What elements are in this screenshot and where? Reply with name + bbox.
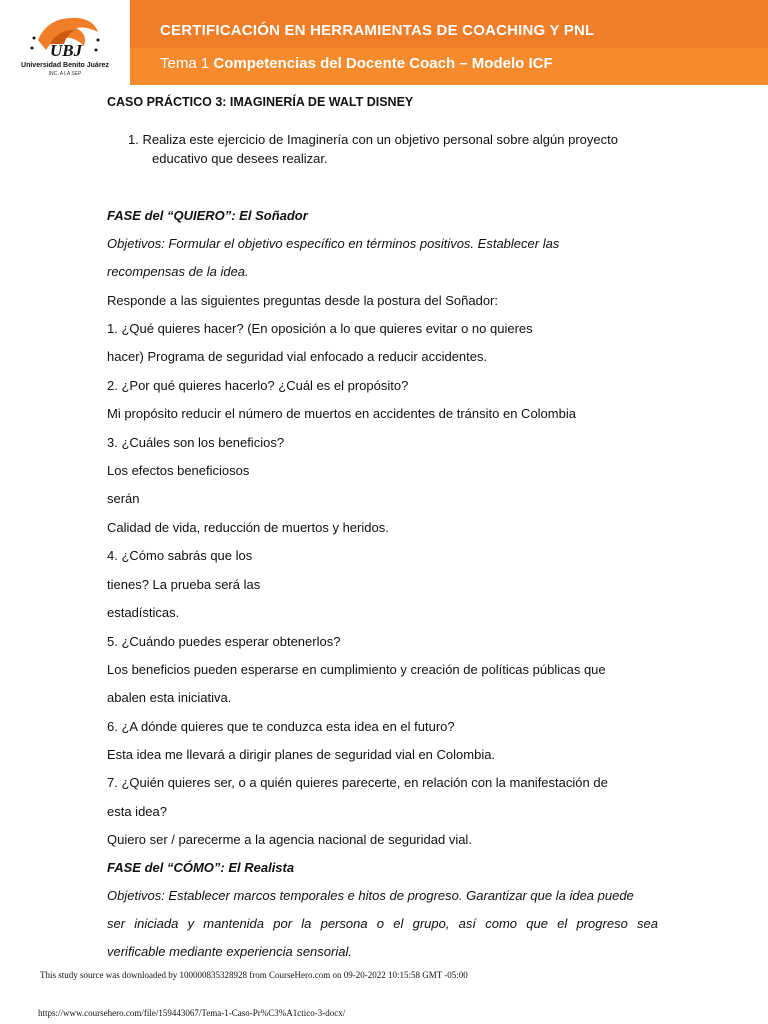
question-4b: tienes? La prueba será las — [107, 577, 261, 592]
question-4a: 4. ¿Cómo sabrás que los — [107, 548, 253, 563]
question-1a: 1. ¿Qué quieres hacer? (En oposición a lo que quieres evitar o no quieres — [107, 321, 533, 336]
source-url-link[interactable]: https://www.coursehero.com/file/159443067/Tema-1-Caso-Pr%C3%A1ctico-3-docx/ — [38, 1008, 346, 1018]
answer-6: Esta idea me llevará a dirigir planes de seguridad vial en Colombia. — [107, 747, 496, 762]
question-2: 2. ¿Por qué quieres hacerlo? ¿Cuál es el propósito? — [107, 378, 409, 393]
header-title: CERTIFICACIÓN EN HERRAMIENTAS DE COACHING Y PNL — [160, 22, 595, 39]
phase2-objective-3: verificable mediante experiencia sensorial. — [107, 944, 352, 959]
question-6: 6. ¿A dónde quieres que te conduzca esta idea en el futuro? — [107, 719, 455, 734]
phase2-objective-1: Objetivos: Establecer marcos temporales e hitos de progreso. Garantizar que la idea puede — [107, 888, 634, 903]
answer-3a: Los efectos beneficiosos — [107, 463, 250, 478]
phase2-title: FASE del “CÓMO”: El Realista — [107, 860, 295, 875]
intro-text: Responde a las siguientes preguntas desde la postura del Soñador: — [107, 293, 498, 308]
question-1b: hacer) Programa de seguridad vial enfocado a reducir accidentes. — [107, 349, 488, 364]
item1-line1: 1. Realiza este ejercicio de Imaginería con un objetivo personal sobre algún proyecto — [128, 132, 618, 147]
question-7a: 7. ¿Quién quieres ser, o a quién quieres parecerte, en relación con la manifestación de — [107, 775, 608, 790]
eagle-logo-icon — [28, 10, 102, 62]
logo-sub: INC. A LA SEP — [48, 71, 82, 77]
answer-5b: abalen esta iniciativa. — [107, 690, 232, 705]
case-title: CASO PRÁCTICO 3: IMAGINERÍA DE WALT DISNEY — [107, 95, 414, 109]
header-subtitle — [160, 55, 553, 72]
document-header — [0, 0, 768, 92]
answer-3c: Calidad de vida, reducción de muertos y heridos. — [107, 520, 389, 535]
phase1-objective-2: recompensas de la idea. — [107, 264, 249, 279]
phase1-title: FASE del “QUIERO”: El Soñador — [107, 208, 308, 223]
subtitle-main: Competencias del Docente Coach – Modelo ICF — [213, 55, 553, 72]
logo-name: Universidad Benito Juárez — [21, 62, 109, 69]
subtitle-prefix: Tema 1 — [160, 55, 210, 72]
answer-7: Quiero ser / parecerme a la agencia nacional de seguridad vial. — [107, 832, 472, 847]
answer-3b: serán — [107, 491, 140, 506]
question-7b: esta idea? — [107, 804, 167, 819]
answer-2: Mi propósito reducir el número de muertos en accidentes de tránsito en Colombia — [107, 406, 576, 421]
phase1-objective-1: Objetivos: Formular el objetivo específico en términos positivos. Establecer las — [107, 236, 560, 251]
item1-line2: educativo que desees realizar. — [152, 151, 328, 166]
logo-letters: UBJ — [50, 41, 83, 60]
university-logo — [0, 0, 130, 92]
download-notice: This study source was downloaded by 100000835328928 from CourseHero.com on 09-20-2022 10:15:58 GMT -05:00 — [40, 970, 468, 980]
question-3: 3. ¿Cuáles son los beneficios? — [107, 435, 285, 450]
phase2-objective-2: ser iniciada y mantenida por la persona o el grupo, así como que el progreso sea — [107, 916, 658, 931]
question-5: 5. ¿Cuándo puedes esperar obtenerlos? — [107, 634, 341, 649]
answer-5a: Los beneficios pueden esperarse en cumplimiento y creación de políticas públicas que — [107, 662, 606, 677]
question-4c: estadísticas. — [107, 605, 180, 620]
